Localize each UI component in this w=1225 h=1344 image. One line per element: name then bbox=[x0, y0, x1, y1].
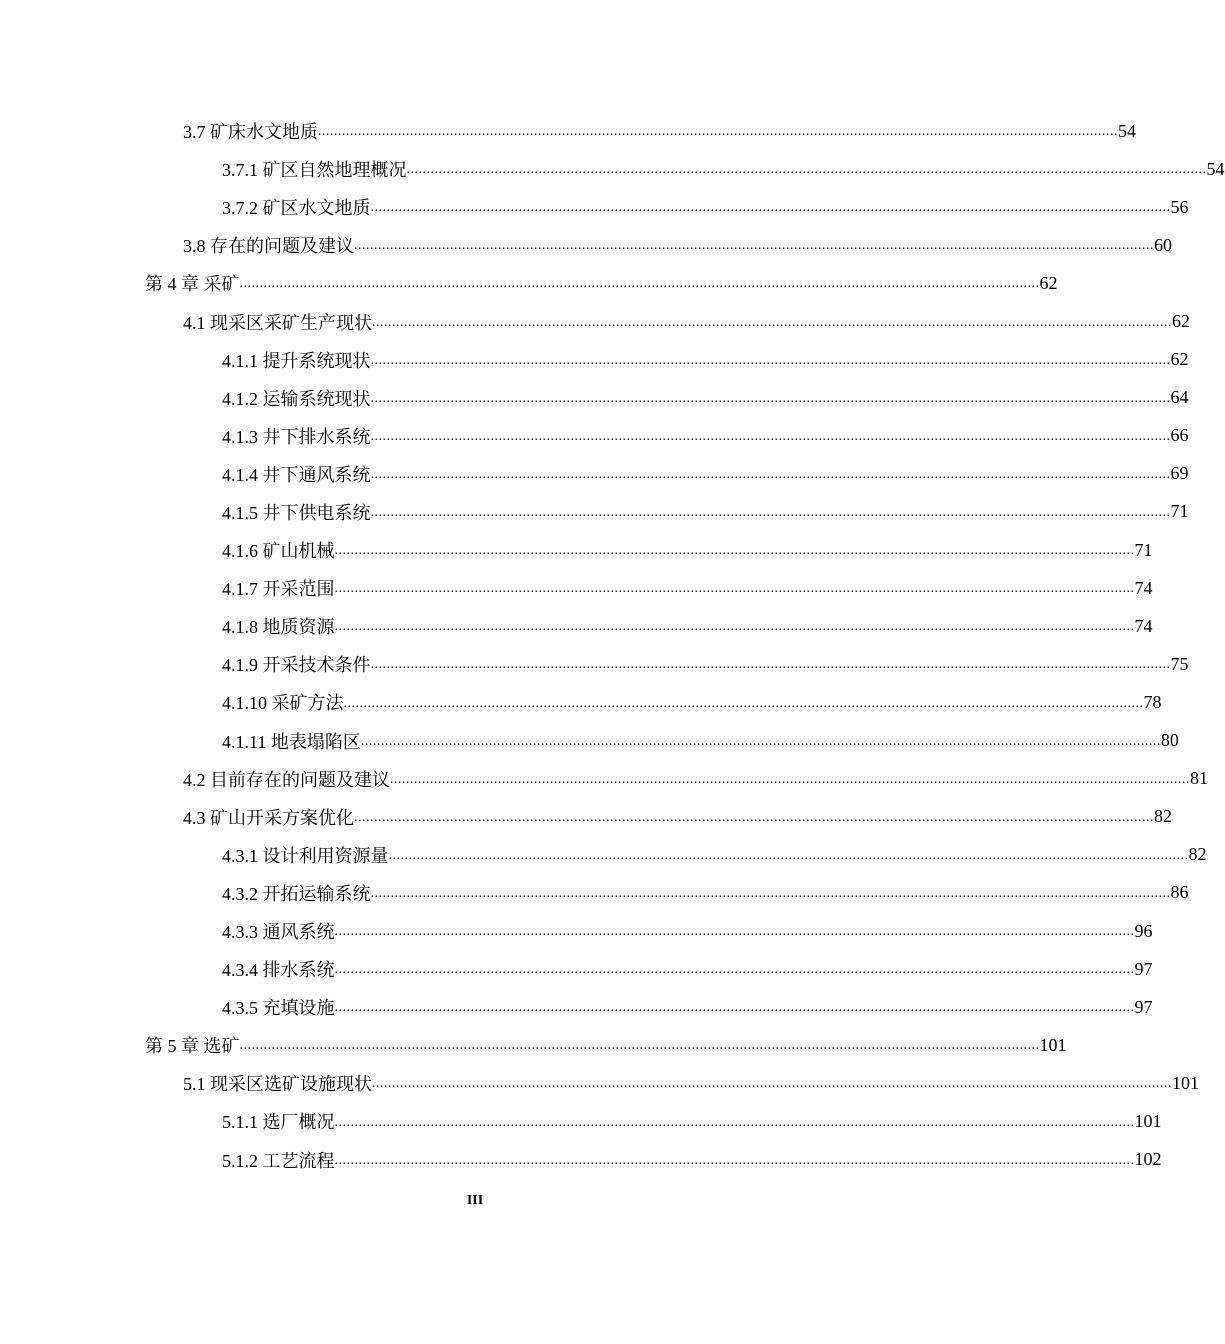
toc-entry[interactable] bbox=[0, 150, 1225, 188]
toc-entry-page: 54 bbox=[1118, 120, 1136, 141]
toc-entry-page: 80 bbox=[1160, 730, 1179, 751]
dot-leader: ........................................................................................................................................................................................................ bbox=[370, 390, 1171, 406]
toc-entry[interactable] bbox=[0, 1064, 1199, 1102]
toc-entry-title: 4.3.1 设计利用资源量 bbox=[222, 845, 389, 866]
dot-leader: ........................................................................................................................................................................................................ bbox=[354, 238, 1154, 254]
dot-leader: ........................................................................................................................................................................................................ bbox=[388, 847, 1189, 863]
toc-entry[interactable] bbox=[0, 1026, 1067, 1064]
toc-entry[interactable] bbox=[0, 683, 1162, 721]
toc-entry-title: 第 4 章 采矿 bbox=[145, 274, 240, 295]
toc-entry[interactable] bbox=[0, 341, 1189, 379]
toc-entry[interactable] bbox=[0, 302, 1190, 340]
toc-entry-title: 4.1.8 地质资源 bbox=[222, 617, 335, 638]
toc-entry-title: 4.3 矿山开采方案优化 bbox=[183, 807, 354, 828]
toc-entry[interactable] bbox=[0, 226, 1172, 264]
table-of-contents bbox=[0, 112, 1225, 1179]
toc-entry-page: 62 bbox=[1172, 311, 1190, 332]
toc-entry-page: 101 bbox=[1134, 1110, 1162, 1131]
toc-entry-page: 101 bbox=[1172, 1072, 1199, 1093]
dot-leader: ........................................................................................................................................................................................................ bbox=[334, 924, 1135, 940]
toc-entry-title: 4.1.3 井下排水系统 bbox=[222, 426, 371, 447]
toc-entry[interactable] bbox=[0, 836, 1207, 874]
toc-entry-page: 102 bbox=[1134, 1149, 1162, 1170]
toc-entry[interactable] bbox=[0, 722, 1179, 760]
dot-leader: ........................................................................................................................................................................................................ bbox=[239, 1038, 1040, 1054]
toc-entry-page: 74 bbox=[1134, 615, 1153, 636]
dot-leader: ........................................................................................................................................................................................................ bbox=[370, 428, 1171, 444]
toc-entry-page: 96 bbox=[1134, 920, 1153, 941]
toc-entry-title: 4.2 目前存在的问题及建议 bbox=[183, 769, 390, 790]
toc-entry-page: 64 bbox=[1170, 387, 1189, 408]
toc-entry-page: 74 bbox=[1134, 577, 1153, 598]
toc-entry-page: 71 bbox=[1170, 501, 1189, 522]
dot-leader: ........................................................................................................................................................................................................ bbox=[334, 543, 1135, 559]
dot-leader: ........................................................................................................................................................................................................ bbox=[354, 809, 1154, 825]
toc-entry[interactable] bbox=[0, 950, 1153, 988]
toc-entry-page: 86 bbox=[1170, 882, 1189, 903]
toc-entry-page: 69 bbox=[1170, 463, 1189, 484]
toc-entry-title: 4.3.5 充填设施 bbox=[222, 998, 335, 1019]
toc-entry-title: 4.1.6 矿山机械 bbox=[222, 541, 335, 562]
dot-leader: ........................................................................................................................................................................................................ bbox=[334, 962, 1135, 978]
toc-entry-title: 第 5 章 选矿 bbox=[145, 1036, 240, 1057]
toc-entry[interactable] bbox=[0, 455, 1189, 493]
toc-entry-page: 101 bbox=[1039, 1034, 1067, 1055]
toc-entry-title: 4.3.4 排水系统 bbox=[222, 960, 335, 981]
toc-entry-title: 3.7 矿床水文地质 bbox=[183, 122, 318, 143]
toc-entry-title: 5.1 现采区选矿设施现状 bbox=[183, 1074, 372, 1095]
toc-entry-page: 56 bbox=[1170, 196, 1189, 217]
toc-entry[interactable] bbox=[0, 1102, 1162, 1140]
toc-entry-page: 82 bbox=[1188, 844, 1207, 865]
toc-entry[interactable] bbox=[0, 264, 1058, 302]
toc-entry-title: 4.1 现采区采矿生产现状 bbox=[183, 312, 372, 333]
toc-entry-title: 4.3.2 开拓运输系统 bbox=[222, 883, 371, 904]
toc-entry[interactable] bbox=[0, 988, 1153, 1026]
page-number: III bbox=[466, 1193, 484, 1208]
toc-entry[interactable] bbox=[0, 188, 1189, 226]
toc-entry[interactable] bbox=[0, 379, 1189, 417]
dot-leader: ........................................................................................................................................................................................................ bbox=[370, 657, 1171, 673]
toc-entry-page: 62 bbox=[1039, 272, 1058, 293]
toc-entry-title: 4.1.1 提升系统现状 bbox=[222, 350, 371, 371]
toc-entry-title: 4.1.5 井下供电系统 bbox=[222, 502, 371, 523]
toc-entry-title: 4.1.2 运输系统现状 bbox=[222, 388, 371, 409]
toc-entry[interactable] bbox=[0, 874, 1189, 912]
toc-entry-title: 3.8 存在的问题及建议 bbox=[183, 236, 354, 257]
dot-leader: ........................................................................................................................................................................................................ bbox=[343, 695, 1144, 711]
dot-leader: ........................................................................................................................................................................................................ bbox=[334, 1152, 1135, 1168]
dot-leader: ........................................................................................................................................................................................................ bbox=[370, 505, 1171, 521]
dot-leader: ........................................................................................................................................................................................................ bbox=[334, 1000, 1135, 1016]
toc-entry-page: 66 bbox=[1170, 425, 1189, 446]
toc-entry-title: 5.1.2 工艺流程 bbox=[222, 1150, 335, 1171]
toc-entry[interactable] bbox=[0, 607, 1153, 645]
toc-entry-page: 82 bbox=[1154, 806, 1172, 827]
dot-leader: ........................................................................................................................................................................................................ bbox=[370, 200, 1171, 216]
dot-leader: ........................................................................................................................................................................................................ bbox=[334, 1114, 1135, 1130]
toc-entry-page: 62 bbox=[1170, 349, 1189, 370]
toc-entry-page: 71 bbox=[1134, 539, 1153, 560]
dot-leader: ........................................................................................................................................................................................................ bbox=[360, 733, 1161, 749]
dot-leader: ........................................................................................................................................................................................................ bbox=[334, 619, 1135, 635]
toc-entry-page: 54 bbox=[1206, 158, 1225, 179]
toc-entry[interactable] bbox=[0, 645, 1189, 683]
toc-entry-title: 5.1.1 选厂概况 bbox=[222, 1112, 335, 1133]
toc-entry-page: 78 bbox=[1143, 691, 1162, 712]
toc-entry[interactable] bbox=[0, 912, 1153, 950]
toc-entry[interactable] bbox=[0, 493, 1189, 531]
dot-leader: ........................................................................................................................................................................................................ bbox=[239, 276, 1040, 292]
dot-leader: ........................................................................................................................................................................................................ bbox=[370, 466, 1171, 482]
toc-entry[interactable] bbox=[0, 1141, 1162, 1179]
toc-entry[interactable] bbox=[0, 417, 1189, 455]
toc-entry-page: 75 bbox=[1170, 653, 1189, 674]
toc-entry[interactable] bbox=[0, 569, 1153, 607]
toc-entry[interactable] bbox=[0, 531, 1153, 569]
toc-entry[interactable] bbox=[0, 798, 1172, 836]
toc-entry[interactable] bbox=[0, 112, 1136, 150]
dot-leader: ........................................................................................................................................................................................................ bbox=[334, 581, 1135, 597]
dot-leader: ........................................................................................................................................................................................................ bbox=[370, 885, 1171, 901]
dot-leader: ........................................................................................................................................................................................................ bbox=[370, 352, 1171, 368]
toc-entry-title: 4.1.7 开采范围 bbox=[222, 579, 335, 600]
toc-entry-page: 97 bbox=[1134, 958, 1153, 979]
dot-leader: ........................................................................................................................................................................................................ bbox=[318, 124, 1118, 140]
toc-entry-page: 97 bbox=[1134, 996, 1153, 1017]
toc-entry-title: 3.7.2 矿区水文地质 bbox=[222, 198, 371, 219]
toc-entry-page: 60 bbox=[1154, 234, 1172, 255]
dot-leader: ........................................................................................................................................................................................................ bbox=[372, 1076, 1172, 1092]
toc-entry-title: 4.1.9 开采技术条件 bbox=[222, 655, 371, 676]
toc-entry-title: 3.7.1 矿区自然地理概况 bbox=[222, 160, 407, 181]
toc-entry-title: 4.1.11 地表塌陷区 bbox=[222, 731, 361, 752]
toc-entry-title: 4.1.4 井下通风系统 bbox=[222, 464, 371, 485]
dot-leader: ........................................................................................................................................................................................................ bbox=[390, 771, 1190, 787]
dot-leader: ........................................................................................................................................................................................................ bbox=[406, 162, 1207, 178]
toc-entry[interactable] bbox=[0, 760, 1208, 798]
dot-leader: ........................................................................................................................................................................................................ bbox=[372, 314, 1172, 330]
toc-entry-title: 4.3.3 通风系统 bbox=[222, 922, 335, 943]
toc-entry-page: 81 bbox=[1190, 768, 1208, 789]
toc-entry-title: 4.1.10 采矿方法 bbox=[222, 693, 344, 714]
